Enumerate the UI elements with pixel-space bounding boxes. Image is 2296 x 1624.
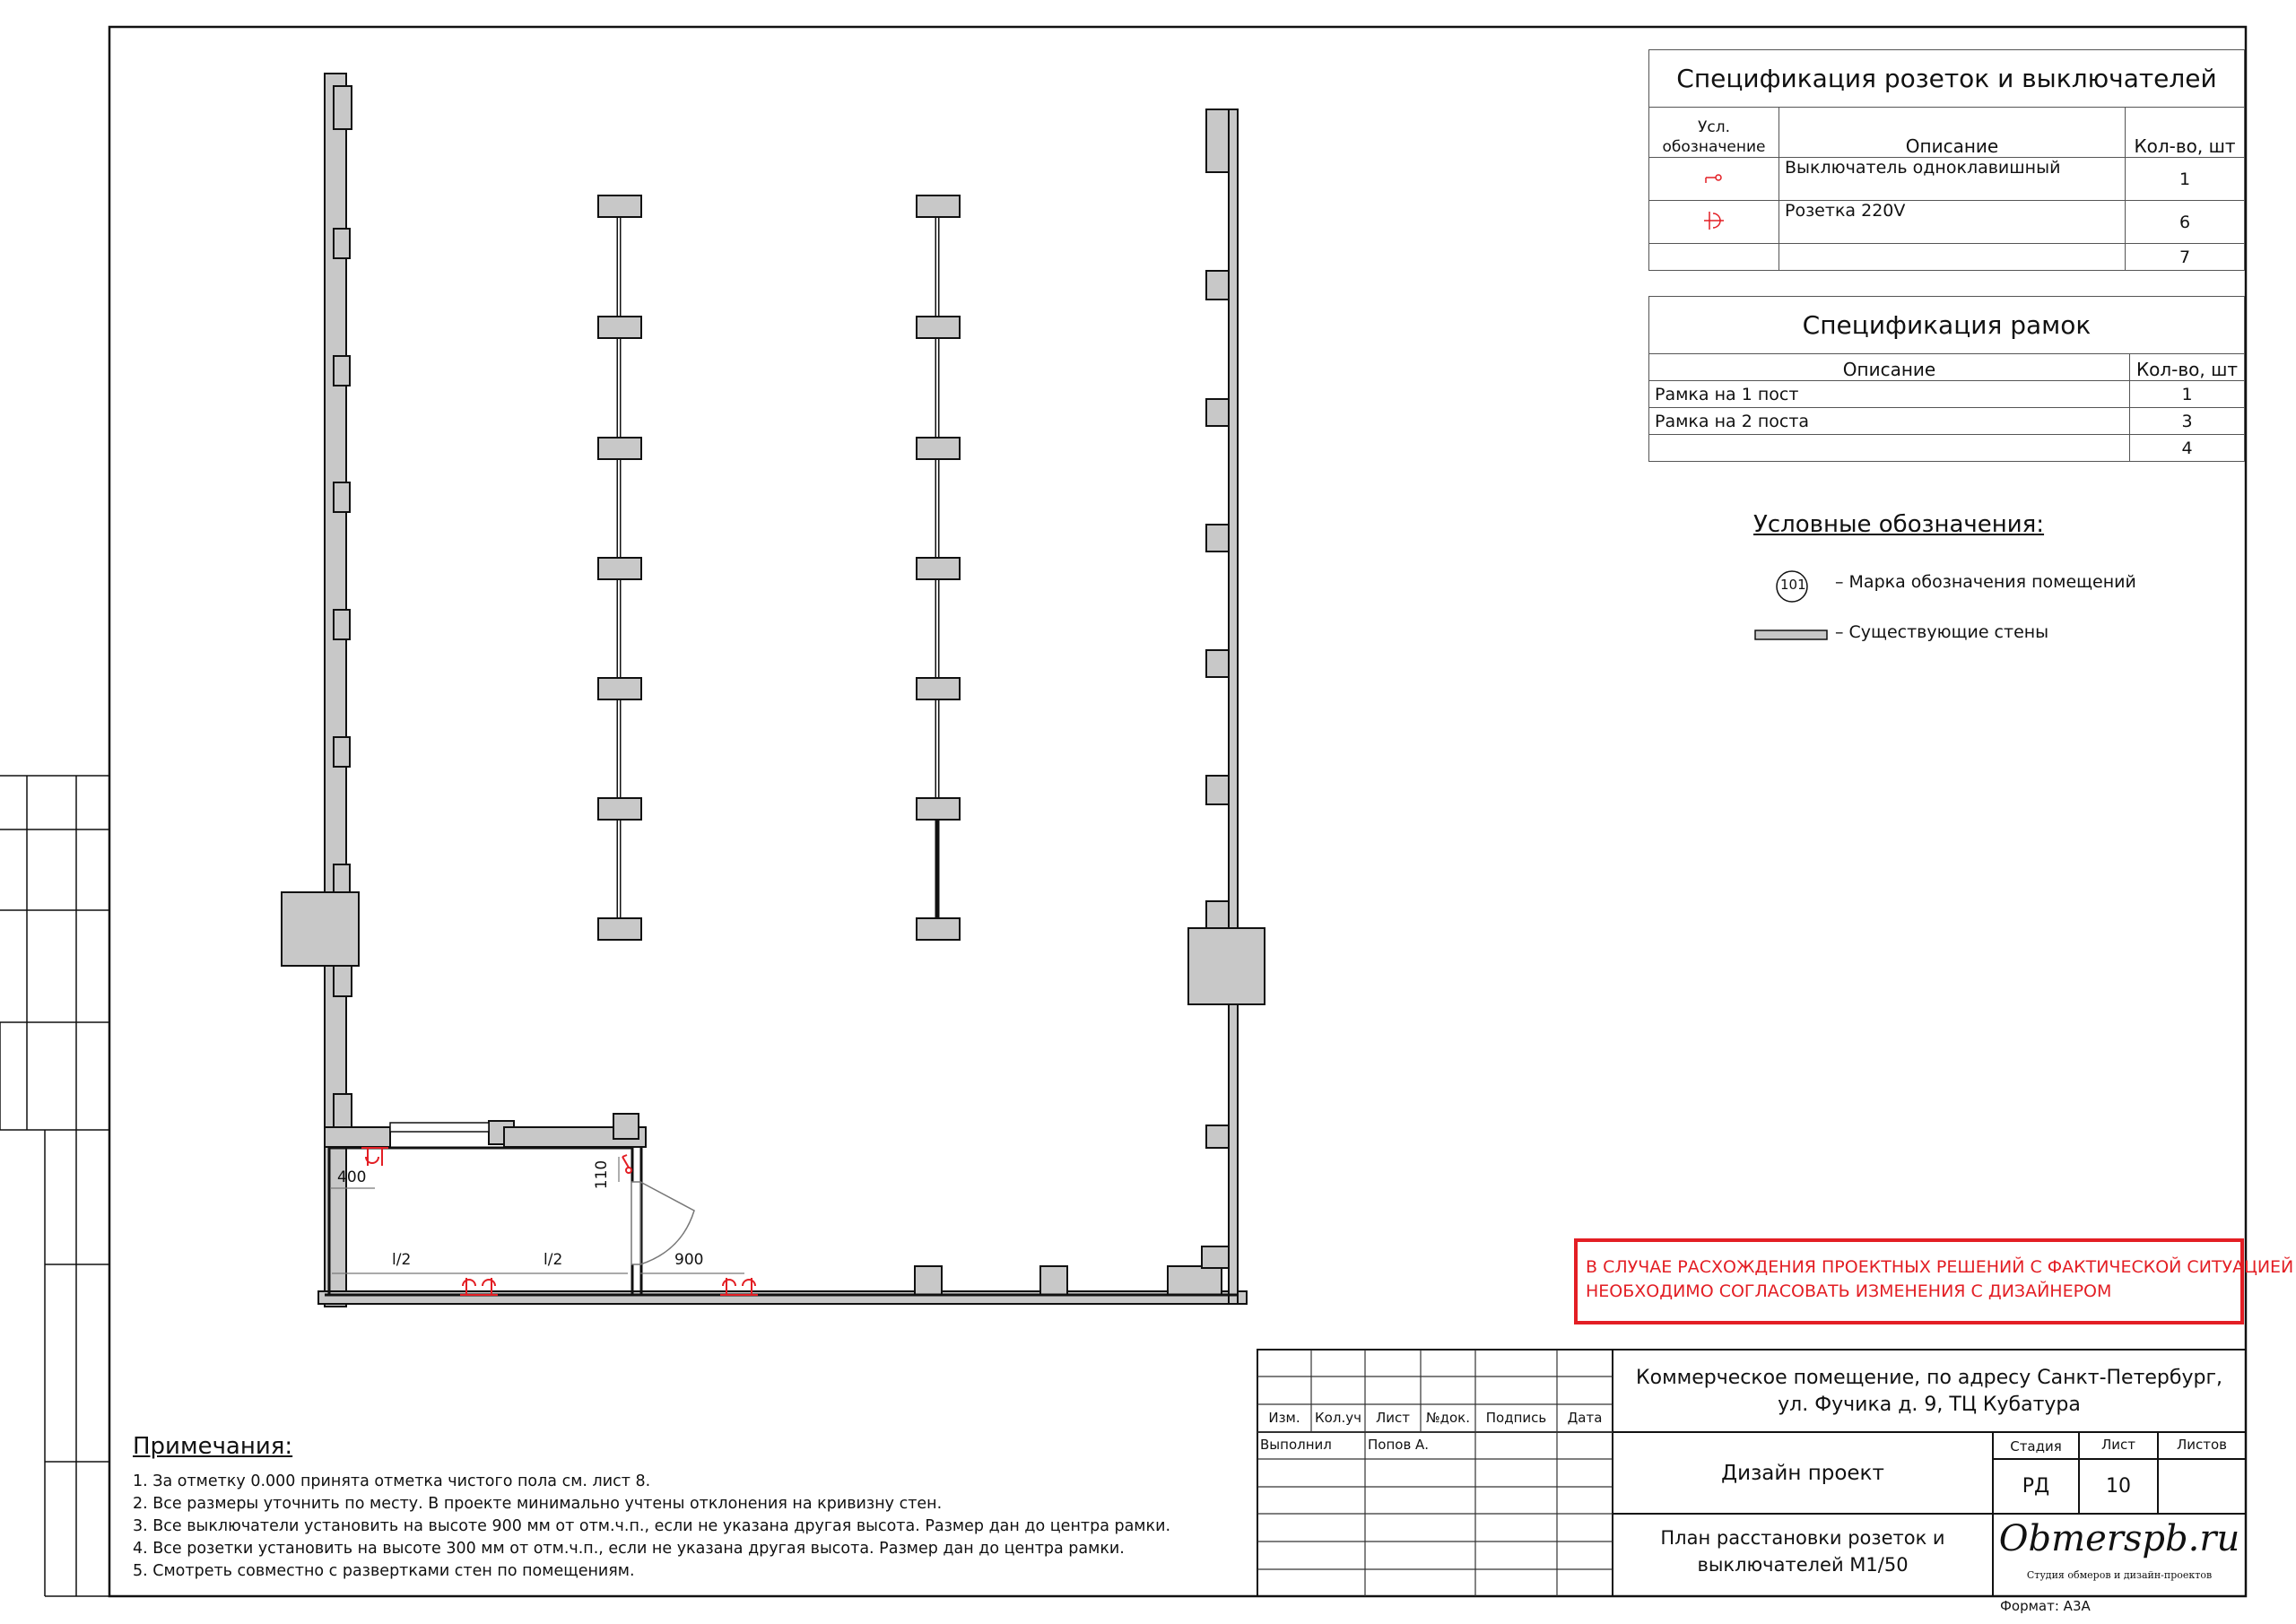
note-item: 3. Все выключатели установить на высоте 900 мм от отм.ч.п., если не указана другая высота. Размер дан до центра рамки. xyxy=(133,1517,1171,1535)
row-description: Выключатель одноклавишный xyxy=(1779,158,2126,201)
spec-frames-table xyxy=(1648,296,2245,462)
note-item: 2. Все размеры уточнить по месту. В проекте минимально учтены отклонения на кривизну стен. xyxy=(133,1495,943,1513)
table-row xyxy=(1649,201,2245,244)
row-description xyxy=(1779,244,2126,271)
dimension-400: 400 xyxy=(337,1168,367,1186)
warning-line-2: НЕОБХОДИМО СОГЛАСОВАТЬ ИЗМЕНЕНИЯ С ДИЗАЙНЕРОМ xyxy=(1586,1281,2112,1301)
room-mark-number: 101 xyxy=(1780,577,1806,593)
notes-list xyxy=(133,1471,1170,1583)
address-line-1: Коммерческое помещение, по адресу Санкт-Петербург, xyxy=(1635,1367,2223,1389)
drawing-title-line-1: План расстановки розеток и xyxy=(1660,1527,1945,1549)
legend-walls-label: – Существующие стены xyxy=(1835,622,2049,642)
notes-title: Примечания: xyxy=(133,1433,293,1460)
performer-name: Попов А. xyxy=(1368,1437,1430,1453)
sheets-label: Листов xyxy=(2176,1437,2228,1453)
row-qty: 4 xyxy=(2130,435,2245,462)
row-qty: 1 xyxy=(2126,158,2245,201)
existing-wall-icon xyxy=(1755,630,1827,639)
row-description: Рамка на 1 пост xyxy=(1649,381,2130,408)
sheet-label: Лист xyxy=(2100,1437,2135,1453)
title-block-grid xyxy=(1257,1350,1613,1596)
paper-format: Формат: А3А xyxy=(2000,1598,2091,1614)
note-item: 4. Все розетки установить на высоте 300 мм от отм.ч.п., если не указана другая высота. Размер дан до центра рамки. xyxy=(133,1540,1125,1558)
sheet-number: 10 xyxy=(2106,1475,2131,1498)
table-row xyxy=(1649,244,2245,271)
col-header-list: Лист xyxy=(1375,1410,1410,1426)
dimension-900: 900 xyxy=(674,1251,704,1269)
column-row-2 xyxy=(917,195,960,940)
header-qty: Кол-во, шт xyxy=(2130,354,2245,381)
studio-logo-subtitle: Студия обмеров и дизайн-проектов xyxy=(2026,1569,2213,1581)
col-header-sign: Подпись xyxy=(1485,1410,1547,1426)
address-block xyxy=(1613,1365,2246,1419)
stage-value: РД xyxy=(2022,1475,2050,1498)
drawing-title xyxy=(1613,1524,1993,1578)
stage-label: Стадия xyxy=(2010,1438,2062,1455)
project-type: Дизайн проект xyxy=(1721,1462,1884,1485)
existing-walls xyxy=(282,74,1265,1307)
switch-icon xyxy=(622,1155,631,1173)
table-row xyxy=(1649,435,2245,462)
col-header-date: Дата xyxy=(1567,1410,1603,1426)
col-header-doc: №док. xyxy=(1426,1410,1470,1426)
note-item: 5. Смотреть совместно с развертками стен по помещениям. xyxy=(133,1562,635,1580)
row-qty: 1 xyxy=(2130,381,2245,408)
col-header-izm: Изм. xyxy=(1268,1410,1300,1426)
warning-text xyxy=(1586,1255,2293,1304)
drawing-title-line-2: выключателей М1/50 xyxy=(1697,1554,1909,1576)
warning-line-1: В СЛУЧАЕ РАСХОЖДЕНИЯ ПРОЕКТНЫХ РЕШЕНИЙ С ФАКТИЧЕСКОЙ СИТУАЦИЕЙ xyxy=(1586,1257,2294,1277)
header-description: Описание xyxy=(1649,354,2130,381)
note-item: 1. За отметку 0.000 принята отметка чистого пола см. лист 8. xyxy=(133,1472,651,1490)
socket-icon xyxy=(361,1148,388,1166)
col-header-kol: Кол.уч xyxy=(1315,1410,1361,1426)
binding-strip xyxy=(0,776,109,1596)
spec-switches-title: Спецификация розеток и выключателей xyxy=(1649,50,2245,108)
header-description: Описание xyxy=(1779,108,2126,158)
spec-frames-title: Спецификация рамок xyxy=(1649,297,2245,354)
dimension-half-1: l/2 xyxy=(392,1251,412,1269)
column-row-1 xyxy=(598,195,641,940)
row-qty: 7 xyxy=(2126,244,2245,271)
row-description: Розетка 220V xyxy=(1779,201,2126,244)
header-symbol: Усл. обозначение xyxy=(1649,108,1779,158)
spec-switches-table xyxy=(1648,49,2245,271)
row-qty: 6 xyxy=(2126,201,2245,244)
table-row xyxy=(1649,158,2245,201)
performed-label: Выполнил xyxy=(1260,1437,1332,1453)
address-line-2: ул. Фучика д. 9, ТЦ Кубатура xyxy=(1778,1394,2081,1416)
switch-icon xyxy=(1702,169,1726,187)
dimension-half-2: l/2 xyxy=(544,1251,563,1269)
socket-icon xyxy=(1700,208,1727,233)
header-qty: Кол-во, шт xyxy=(2126,108,2245,158)
dimension-110: 110 xyxy=(593,1159,612,1190)
table-row xyxy=(1649,408,2245,435)
legend-room-mark-label: – Марка обозначения помещений xyxy=(1835,572,2136,592)
table-row xyxy=(1649,381,2245,408)
row-qty: 3 xyxy=(2130,408,2245,435)
studio-logo: Obmerspb.ru xyxy=(1998,1518,2240,1559)
row-description: Рамка на 2 поста xyxy=(1649,408,2130,435)
row-description xyxy=(1649,435,2130,462)
legend-title: Условные обозначения: xyxy=(1753,511,2045,538)
